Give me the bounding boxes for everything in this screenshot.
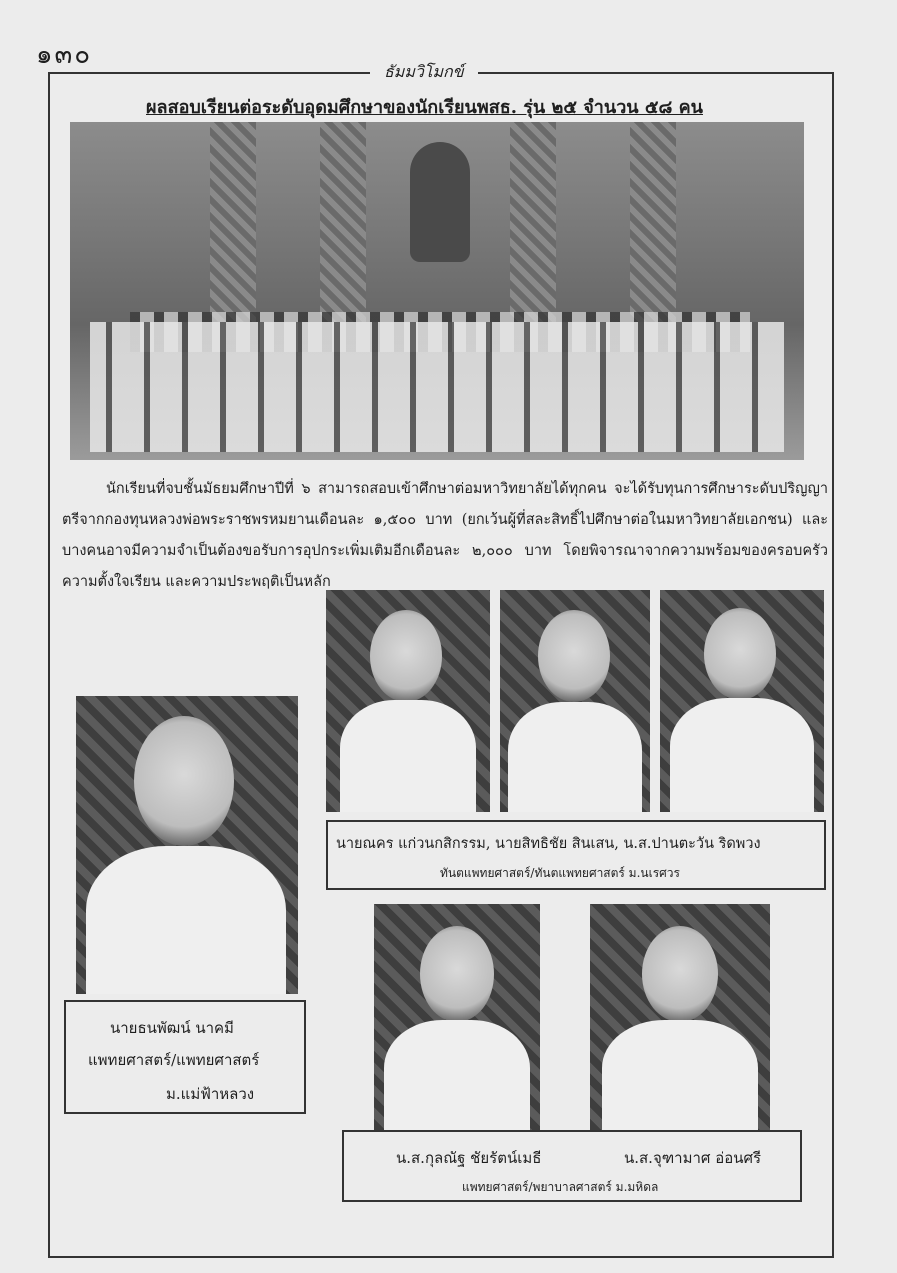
group-photo [70,122,804,460]
caption-name-2: น.ส.จุฑามาศ อ่อนศรี [624,1149,762,1167]
portrait-photo [660,590,824,812]
caption-box-bottom [342,1130,802,1202]
page-number: ๑๓๐ [36,40,93,70]
caption-faculty: ทันตแพทยศาสตร์/ทันตแพทยศาสตร์ ม.นเรศวร [440,866,680,880]
caption-box-left [64,1000,306,1114]
caption-name-1: น.ส.กุลณัฐ ชัยรัตน์เมธี [396,1149,542,1167]
caption-name: นายธนพัฒน์ นาคมี [110,1019,234,1037]
article-paragraph: นักเรียนที่จบชั้นมัธยมศึกษาปีที่ ๖ สามารถสอบเข้าศึกษาต่อมหาวิทยาลัยได้ทุกคน จะได้รับทุนการศึกษาระดับปริญญาตรีจากกองทุนหลวงพ่อพระราชพรหมยานเดือนละ ๑,๕๐๐ บาท (ยกเว้นผู้ที่สละสิทธิ์ไปศึกษาต่อในมหาวิทยาลัยเอกชน) และบางคนอาจมีความจำเป็นต้องขอรับการอุปกระเพิ่มเติมอีกเดือนละ ๒,๐๐๐ บาท โดยพิจารณาจากความพร้อมของครอบครัว ความตั้งใจเรียน และความประพฤติเป็นหลัก [62,481,828,590]
caption-faculty: แพทยศาสตร์/แพทยศาสตร์ [88,1051,260,1069]
caption-university: ม.แม่ฟ้าหลวง [166,1085,255,1103]
caption-names: นายณคร แก่วนกสิกรรม, นายสิทธิชัย สินเสน, น.ส.ปานตะวัน ริดพวง [336,836,761,852]
portrait-photo [76,696,298,994]
frame-title: ธัมมวิโมกข์ [370,60,478,85]
portrait-photo [326,590,490,812]
caption-box-top [326,820,826,890]
portrait-photo [374,904,540,1130]
portrait-photo [590,904,770,1130]
portrait-photo [500,590,650,812]
caption-faculty: แพทยศาสตร์/พยาบาลศาสตร์ ม.มหิดล [462,1180,659,1194]
article-headline: ผลสอบเรียนต่อระดับอุดมศึกษาของนักเรียนพสธ. รุ่น ๒๕ จำนวน ๕๘ คน [146,97,703,118]
